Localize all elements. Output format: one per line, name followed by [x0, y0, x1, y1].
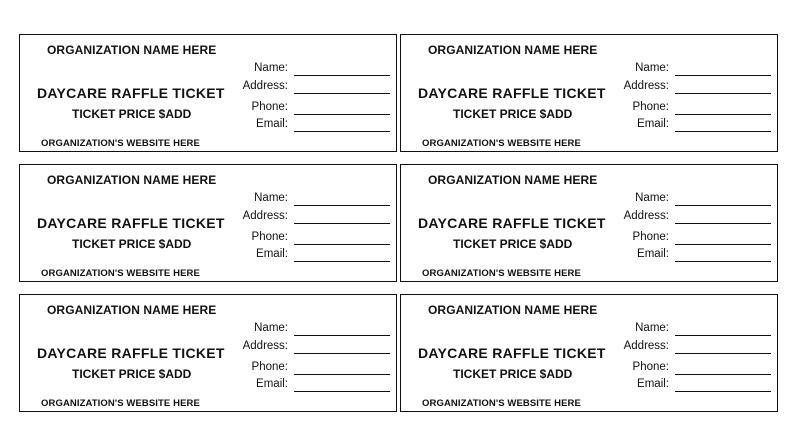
- ticket-title: DAYCARE RAFFLE TICKET: [418, 215, 606, 231]
- organization-name: ORGANIZATION NAME HERE: [47, 173, 217, 187]
- address-label: Address:: [623, 340, 669, 352]
- address-field: [230, 80, 390, 94]
- name-line[interactable]: [675, 335, 771, 336]
- name-label: Name:: [254, 192, 288, 204]
- email-label: Email:: [637, 378, 669, 390]
- address-line[interactable]: [675, 353, 771, 354]
- email-line[interactable]: [675, 391, 771, 392]
- name-field: [230, 62, 390, 76]
- raffle-ticket: [19, 294, 397, 412]
- ticket-title: DAYCARE RAFFLE TICKET: [37, 85, 225, 101]
- phone-label: Phone:: [632, 231, 669, 243]
- email-field: [611, 248, 771, 262]
- name-field: [230, 192, 390, 206]
- address-label: Address:: [623, 80, 669, 92]
- email-field: [230, 248, 390, 262]
- ticket-price: TICKET PRICE $ADD: [72, 107, 192, 121]
- ticket-title: DAYCARE RAFFLE TICKET: [37, 345, 225, 361]
- ticket-price: TICKET PRICE $ADD: [72, 367, 192, 381]
- organization-website: ORGANIZATION'S WEBSITE HERE: [422, 138, 581, 149]
- name-line[interactable]: [294, 75, 390, 76]
- organization-website: ORGANIZATION'S WEBSITE HERE: [422, 268, 581, 279]
- email-field: [230, 118, 390, 132]
- address-field: [611, 210, 771, 224]
- phone-label: Phone:: [251, 101, 288, 113]
- email-line[interactable]: [675, 261, 771, 262]
- raffle-ticket: [400, 34, 778, 152]
- address-label: Address:: [242, 210, 288, 222]
- raffle-ticket: [400, 294, 778, 412]
- phone-field: [230, 101, 390, 115]
- email-line[interactable]: [294, 391, 390, 392]
- organization-website: ORGANIZATION'S WEBSITE HERE: [41, 398, 200, 409]
- phone-field: [611, 361, 771, 375]
- organization-name: ORGANIZATION NAME HERE: [47, 43, 217, 57]
- address-label: Address:: [242, 340, 288, 352]
- address-label: Address:: [623, 210, 669, 222]
- ticket-price: TICKET PRICE $ADD: [72, 237, 192, 251]
- organization-website: ORGANIZATION'S WEBSITE HERE: [422, 398, 581, 409]
- ticket-title: DAYCARE RAFFLE TICKET: [418, 85, 606, 101]
- raffle-ticket: [19, 34, 397, 152]
- address-line[interactable]: [675, 93, 771, 94]
- ticket-title: DAYCARE RAFFLE TICKET: [418, 345, 606, 361]
- organization-name: ORGANIZATION NAME HERE: [47, 303, 217, 317]
- organization-name: ORGANIZATION NAME HERE: [428, 303, 598, 317]
- name-label: Name:: [635, 192, 669, 204]
- name-field: [230, 322, 390, 336]
- name-label: Name:: [254, 62, 288, 74]
- name-line[interactable]: [675, 205, 771, 206]
- phone-field: [611, 101, 771, 115]
- ticket-price: TICKET PRICE $ADD: [453, 367, 573, 381]
- phone-label: Phone:: [632, 361, 669, 373]
- address-line[interactable]: [675, 223, 771, 224]
- name-label: Name:: [635, 322, 669, 334]
- organization-name: ORGANIZATION NAME HERE: [428, 173, 598, 187]
- phone-line[interactable]: [294, 374, 390, 375]
- name-line[interactable]: [294, 335, 390, 336]
- phone-line[interactable]: [294, 244, 390, 245]
- raffle-ticket: [19, 164, 397, 282]
- phone-field: [230, 231, 390, 245]
- name-line[interactable]: [675, 75, 771, 76]
- organization-name: ORGANIZATION NAME HERE: [428, 43, 598, 57]
- ticket-price: TICKET PRICE $ADD: [453, 237, 573, 251]
- organization-website: ORGANIZATION'S WEBSITE HERE: [41, 138, 200, 149]
- address-line[interactable]: [294, 93, 390, 94]
- address-line[interactable]: [294, 223, 390, 224]
- name-field: [611, 62, 771, 76]
- phone-line[interactable]: [294, 114, 390, 115]
- address-field: [611, 80, 771, 94]
- phone-line[interactable]: [675, 114, 771, 115]
- ticket-price: TICKET PRICE $ADD: [453, 107, 573, 121]
- email-line[interactable]: [294, 261, 390, 262]
- email-label: Email:: [256, 118, 288, 130]
- email-line[interactable]: [675, 131, 771, 132]
- email-field: [611, 378, 771, 392]
- name-field: [611, 322, 771, 336]
- ticket-title: DAYCARE RAFFLE TICKET: [37, 215, 225, 231]
- address-field: [611, 340, 771, 354]
- phone-line[interactable]: [675, 374, 771, 375]
- name-label: Name:: [254, 322, 288, 334]
- phone-label: Phone:: [251, 361, 288, 373]
- email-label: Email:: [637, 248, 669, 260]
- phone-line[interactable]: [675, 244, 771, 245]
- name-field: [611, 192, 771, 206]
- phone-field: [611, 231, 771, 245]
- name-label: Name:: [635, 62, 669, 74]
- address-field: [230, 340, 390, 354]
- address-field: [230, 210, 390, 224]
- phone-label: Phone:: [251, 231, 288, 243]
- email-field: [230, 378, 390, 392]
- organization-website: ORGANIZATION'S WEBSITE HERE: [41, 268, 200, 279]
- phone-field: [230, 361, 390, 375]
- email-line[interactable]: [294, 131, 390, 132]
- raffle-ticket: [400, 164, 778, 282]
- email-field: [611, 118, 771, 132]
- address-label: Address:: [242, 80, 288, 92]
- name-line[interactable]: [294, 205, 390, 206]
- email-label: Email:: [256, 248, 288, 260]
- address-line[interactable]: [294, 353, 390, 354]
- phone-label: Phone:: [632, 101, 669, 113]
- email-label: Email:: [256, 378, 288, 390]
- email-label: Email:: [637, 118, 669, 130]
